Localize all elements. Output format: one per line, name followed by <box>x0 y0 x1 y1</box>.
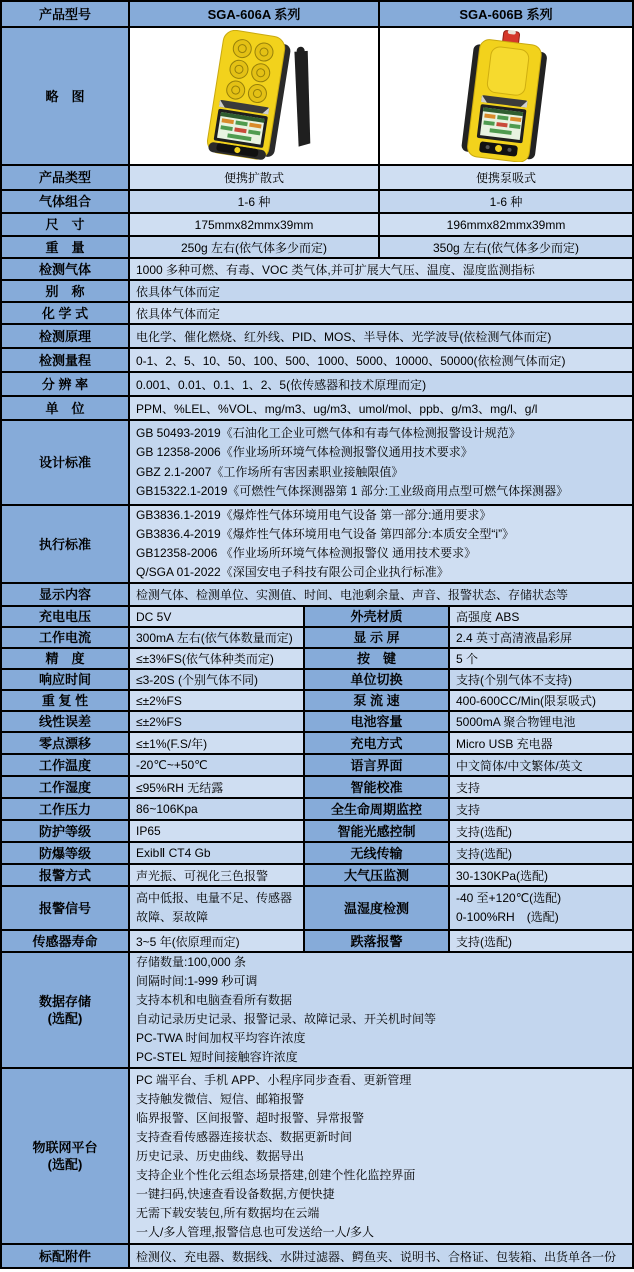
row-label: 零点漂移 <box>2 733 130 755</box>
value-cell: 支持(个别气体不支持) <box>450 670 634 691</box>
value-a: 175mmx82mmx39mm <box>130 214 380 237</box>
value-cell: Micro USB 充电器 <box>450 733 634 755</box>
value-cell: 30-130KPa(选配) <box>450 865 634 887</box>
value-cell <box>130 887 305 931</box>
value-cell: ≤±2%FS <box>130 691 305 712</box>
row-label: 报警信号 <box>2 887 130 931</box>
value-cell: ≤±1%(F.S/年) <box>130 733 305 755</box>
row-detection-principle <box>2 325 634 349</box>
value-cell: 支持(选配) <box>450 821 634 843</box>
value-cell: 86~106Kpa <box>130 799 305 821</box>
header-row <box>2 2 634 28</box>
value-a: 1-6 种 <box>130 191 380 214</box>
value-cell: 400-600CC/Min(限泵吸式) <box>450 691 634 712</box>
value-cell: ≤95%RH 无结露 <box>130 777 305 799</box>
value-cell: 中文简体/中文繁体/英文 <box>450 755 634 777</box>
row-label: 防护等级 <box>2 821 130 843</box>
standard-line: GBZ 2.1-2007《工作场所有害因素职业接触限值》 <box>136 464 404 479</box>
value-a: 250g 左右(依气体多少而定) <box>130 237 380 259</box>
value-b: 1-6 种 <box>380 191 634 214</box>
row-working-pressure <box>2 799 634 821</box>
row-alias <box>2 281 634 303</box>
value-cell: 支持 <box>450 799 634 821</box>
value-cell: 支持 <box>450 777 634 799</box>
value-cell: 依具体气体而定 <box>130 303 634 325</box>
feature-line: PC-TWA 时间加权平均容许浓度 <box>136 1031 306 1045</box>
row-label: 大气压监测 <box>305 865 450 887</box>
feature-line: 支持触发微信、短信、邮箱报警 <box>136 1091 305 1106</box>
row-label: 传感器寿命 <box>2 931 130 953</box>
row-display-content <box>2 584 634 607</box>
row-label: 防爆等级 <box>2 843 130 865</box>
row-label: 无线传输 <box>305 843 450 865</box>
value-cell: 支持(选配) <box>450 843 634 865</box>
label-line: 物联网平台 <box>32 1140 98 1155</box>
value-b: 350g 左右(依气体多少而定) <box>380 237 634 259</box>
row-alarm-mode <box>2 865 634 887</box>
row-label: 响应时间 <box>2 670 130 691</box>
device-b-image-cell <box>380 28 634 166</box>
row-product-type <box>2 166 634 191</box>
row-working-temperature <box>2 755 634 777</box>
row-label: 精 度 <box>2 649 130 670</box>
sketch-label: 略 图 <box>2 28 130 166</box>
feature-line: 临界报警、区间报警、超时报警、异常报警 <box>136 1110 365 1125</box>
row-data-storage <box>2 953 634 1069</box>
standard-line: GB12358-2006 《作业场所环境气体检测报警仪 通用技术要求》 <box>136 546 477 560</box>
row-execution-standards <box>2 506 634 584</box>
row-accuracy <box>2 649 634 670</box>
feature-line: 自动记录历史记录、报警记录、故障记录、开关机时间等 <box>136 1012 437 1026</box>
value-b: 便携泵吸式 <box>380 166 634 191</box>
row-label: 工作湿度 <box>2 777 130 799</box>
row-label: 外壳材质 <box>305 607 450 628</box>
row-dimensions <box>2 214 634 237</box>
device-b-image <box>426 30 586 162</box>
value-cell: 0.001、0.01、0.1、1、2、5(依传感器和技术原理而定) <box>130 373 634 397</box>
label-line: 数据存储 <box>38 994 91 1009</box>
row-label: 显示内容 <box>2 584 130 607</box>
value-line: 故障、泵故障 <box>136 910 209 924</box>
row-weight <box>2 237 634 259</box>
row-label: 智能校准 <box>305 777 450 799</box>
row-detection-range <box>2 349 634 373</box>
value-cell: 300mA 左右(依气体数量而定) <box>130 628 305 649</box>
feature-line: 支持企业个性化云组态场景搭建,创建个性化监控界面 <box>136 1167 416 1182</box>
value-cell: 5000mA 聚合物锂电池 <box>450 712 634 733</box>
row-label: 电池容量 <box>305 712 450 733</box>
row-label: 单 位 <box>2 397 130 421</box>
row-chemical-formula <box>2 303 634 325</box>
value-cell: ExibⅡ CT4 Gb <box>130 843 305 865</box>
row-label: 显 示 屏 <box>305 628 450 649</box>
row-label: 重 复 性 <box>2 691 130 712</box>
value-cell: 0-1、2、5、10、50、100、500、1000、5000、10000、50000(依检测气体而定) <box>130 349 634 373</box>
row-label: 检测量程 <box>2 349 130 373</box>
row-working-humidity <box>2 777 634 799</box>
sketch-row <box>2 28 634 166</box>
row-label: 重 量 <box>2 237 130 259</box>
value-cell <box>130 421 634 506</box>
row-gas-combination <box>2 191 634 214</box>
row-label <box>2 1069 130 1245</box>
row-standard-accessories <box>2 1245 634 1269</box>
value-a: 便携扩散式 <box>130 166 380 191</box>
value-cell <box>130 1069 634 1245</box>
device-a-image <box>159 30 349 162</box>
value-cell: PPM、%LEL、%VOL、mg/m3、ug/m3、umol/mol、ppb、g/m3、mg/l、g/l <box>130 397 634 421</box>
row-resolution <box>2 373 634 397</box>
value-cell: ≤±2%FS <box>130 712 305 733</box>
row-alarm-signal <box>2 887 634 931</box>
row-design-standards <box>2 421 634 506</box>
value-cell: -20℃~+50℃ <box>130 755 305 777</box>
value-line: 0-100%RH (选配) <box>456 910 559 924</box>
row-repeatability <box>2 691 634 712</box>
row-units <box>2 397 634 421</box>
row-label: 尺 寸 <box>2 214 130 237</box>
row-label: 泵 流 速 <box>305 691 450 712</box>
feature-line: 支持本机和电脑查看所有数据 <box>136 993 293 1007</box>
value-cell <box>130 953 634 1069</box>
row-label: 充电方式 <box>305 733 450 755</box>
feature-line: 无需下载安装包,所有数据均在云端 <box>136 1205 320 1220</box>
row-working-current <box>2 628 634 649</box>
row-label: 工作温度 <box>2 755 130 777</box>
standard-line: GB 12358-2006《作业场所环境气体检测报警仪通用技术要求》 <box>136 445 473 459</box>
product-a-name: SGA-606A 系列 <box>130 2 380 28</box>
product-b-name: SGA-606B 系列 <box>380 2 634 28</box>
value-cell: 5 个 <box>450 649 634 670</box>
row-label: 检测气体 <box>2 259 130 281</box>
value-cell: DC 5V <box>130 607 305 628</box>
value-line: 高中低报、电量不足、传感器 <box>136 890 293 905</box>
row-label: 执行标准 <box>2 506 130 584</box>
row-label: 分 辨 率 <box>2 373 130 397</box>
value-cell: 1000 多种可燃、有毒、VOC 类气体,并可扩展大气压、温度、湿度监测指标 <box>130 259 634 281</box>
row-label: 报警方式 <box>2 865 130 887</box>
row-protection-rating <box>2 821 634 843</box>
row-label: 气体组合 <box>2 191 130 214</box>
feature-line: 存储数量:100,000 条 <box>136 955 247 969</box>
row-label: 温湿度检测 <box>305 887 450 931</box>
row-response-time <box>2 670 634 691</box>
row-label: 工作电流 <box>2 628 130 649</box>
row-explosion-proof-rating <box>2 843 634 865</box>
standard-line: GB15322.1-2019《可燃性气体探测器第 1 部分:工业级商用点型可燃气体探测器》 <box>136 484 569 498</box>
row-linearity-error <box>2 712 634 733</box>
standard-line: GB3836.1-2019《爆炸性气体环境用电气设备 第一部分:通用要求》 <box>136 508 492 522</box>
value-cell <box>450 887 634 931</box>
row-label: 智能光感控制 <box>305 821 450 843</box>
feature-line: 间隔时间:1-999 秒可调 <box>136 974 258 988</box>
standard-line: GB 50493-2019《石油化工企业可燃气体和有毒气体检测报警设计规范》 <box>136 425 521 440</box>
label-line: (选配) <box>47 1011 83 1026</box>
feature-line: 一人/多人管理,报警信息也可发送给一人/多人 <box>136 1224 375 1239</box>
row-label: 工作压力 <box>2 799 130 821</box>
row-label: 别 称 <box>2 281 130 303</box>
value-cell: 依具体气体而定 <box>130 281 634 303</box>
row-label: 标配附件 <box>2 1245 130 1269</box>
value-cell: IP65 <box>130 821 305 843</box>
feature-line: PC 端平台、手机 APP、小程序同步查看、更新管理 <box>136 1072 412 1087</box>
row-label <box>2 953 130 1069</box>
device-a-image-cell <box>130 28 380 166</box>
value-cell: 检测气体、检测单位、实测值、时间、电池剩余量、声音、报警状态、存储状态等 <box>130 584 634 607</box>
value-cell <box>130 506 634 584</box>
label-line: (选配) <box>47 1157 83 1172</box>
row-label: 化 学 式 <box>2 303 130 325</box>
row-label: 线性误差 <box>2 712 130 733</box>
standard-line: Q/SGA 01-2022《深国安电子科技有限公司企业执行标准》 <box>136 565 449 579</box>
feature-line: PC-STEL 短时间接触容许浓度 <box>136 1050 298 1064</box>
row-iot-platform <box>2 1069 634 1245</box>
row-label: 按 键 <box>305 649 450 670</box>
row-label: 全生命周期监控 <box>305 799 450 821</box>
value-cell: 支持(选配) <box>450 931 634 953</box>
row-label: 检测原理 <box>2 325 130 349</box>
row-label: 设计标准 <box>2 421 130 506</box>
row-charge-voltage <box>2 607 634 628</box>
feature-line: 一键扫码,快速查看设备数据,方便快捷 <box>136 1186 335 1201</box>
value-b: 196mmx82mmx39mm <box>380 214 634 237</box>
row-label: 跌落报警 <box>305 931 450 953</box>
value-cell: 2.4 英寸高清液晶彩屏 <box>450 628 634 649</box>
value-cell: 3~5 年(依原理而定) <box>130 931 305 953</box>
row-sensor-lifetime <box>2 931 634 953</box>
value-cell: 声光振、可视化三色报警 <box>130 865 305 887</box>
product-model-label: 产品型号 <box>2 2 130 28</box>
row-label: 产品类型 <box>2 166 130 191</box>
standard-line: GB3836.4-2019《爆炸性气体环境用电气设备 第四部分:本质安全型“i”》 <box>136 527 515 541</box>
row-label: 语言界面 <box>305 755 450 777</box>
value-cell: 电化学、催化燃烧、红外线、PID、MOS、半导体、光学波导(依检测气体而定) <box>130 325 634 349</box>
feature-line: 支持查看传感器连接状态、数据更新时间 <box>136 1129 353 1144</box>
value-cell: ≤3-20S (个别气体不同) <box>130 670 305 691</box>
row-zero-drift <box>2 733 634 755</box>
value-cell: 高强度 ABS <box>450 607 634 628</box>
row-label: 充电电压 <box>2 607 130 628</box>
row-label: 单位切换 <box>305 670 450 691</box>
row-detected-gases <box>2 259 634 281</box>
value-line: -40 至+120℃(选配) <box>456 890 562 905</box>
value-cell: ≤±3%FS(依气体种类而定) <box>130 649 305 670</box>
value-cell: 检测仪、充电器、数据线、水阱过滤器、鳄鱼夹、说明书、合格证、包装箱、出货单各一份 <box>130 1245 634 1269</box>
feature-line: 历史记录、历史曲线、数据导出 <box>136 1148 305 1163</box>
